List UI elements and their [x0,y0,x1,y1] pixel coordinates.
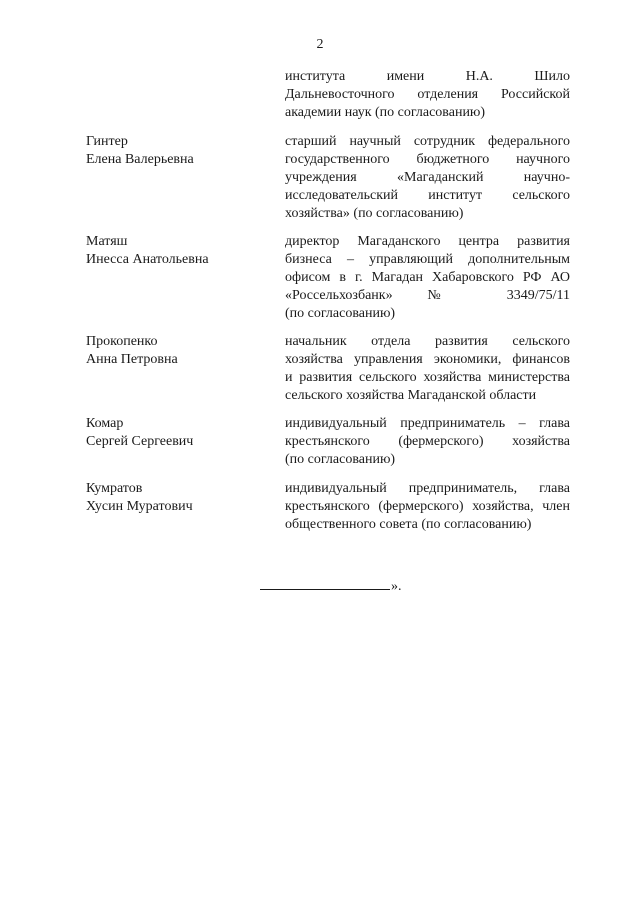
entry-0-desc-line-2: Дальневосточного отделения Российской [285,87,570,102]
entry-0-desc-line-3: академии наук (по согласованию) [285,105,486,120]
entry-5-desc-line-3: общественного совета (по согласованию) [285,517,532,532]
closing-mark: ». [391,579,402,594]
entry-2-desc-line-4: «Россельхозбанк» № 3349/75/11 [285,288,570,303]
entry-4-desc-line-1: индивидуальный предприниматель – глава [285,416,570,431]
entry-1-desc-line-3: учреждения «Магаданский научно- [285,170,570,185]
entry-1-desc-line-2: государственного бюджетного научного [285,152,570,167]
entry-3-given-names: Анна Петровна [86,352,178,367]
entry-2-desc-line-2: бизнеса – управляющий дополнительным [285,252,570,267]
entry-1-desc-line-5: хозяйства» (по согласованию) [285,206,464,221]
entry-1-given-names: Елена Валерьевна [86,152,194,167]
closing-rule [260,579,390,590]
entry-3-desc-line-3: и развития сельского хозяйства министерства [285,370,570,385]
entry-3-desc-line-1: начальник отдела развития сельского [285,334,570,349]
entry-0-desc-line-1: института имени Н.А. Шило [285,69,570,84]
entry-1-surname: Гинтер [86,134,128,149]
entry-5-desc-line-1: индивидуальный предприниматель, глава [285,481,570,496]
entry-3-surname: Прокопенко [86,334,158,349]
entry-2-given-names: Инесса Анатольевна [86,252,209,267]
entry-2-desc-line-3: офисом в г. Магадан Хабаровского РФ АО [285,270,570,285]
page-number: 2 [316,37,324,52]
closing-line [260,578,402,595]
entry-3-desc-line-2: хозяйства управления экономики, финансов [285,352,570,367]
entry-5-given-names: Хусин Муратович [86,499,193,514]
entry-5-surname: Кумратов [86,481,143,496]
entry-1-desc-line-4: исследовательский институт сельского [285,188,570,203]
entry-2-surname: Матяш [86,234,128,249]
entry-1-desc-line-1: старший научный сотрудник федерального [285,134,570,149]
entry-2-desc-line-1: директор Магаданского центра развития [285,234,570,249]
entry-3-desc-line-4: сельского хозяйства Магаданской области [285,388,537,403]
entry-4-given-names: Сергей Сергеевич [86,434,194,449]
entry-4-surname: Комар [86,416,124,431]
entry-5-desc-line-2: крестьянского (фермерского) хозяйства, член [285,499,570,514]
entry-2-desc-line-5: (по согласованию) [285,306,396,321]
entry-4-desc-line-2: крестьянского (фермерского) хозяйства [285,434,570,449]
entry-4-desc-line-3: (по согласованию) [285,452,396,467]
